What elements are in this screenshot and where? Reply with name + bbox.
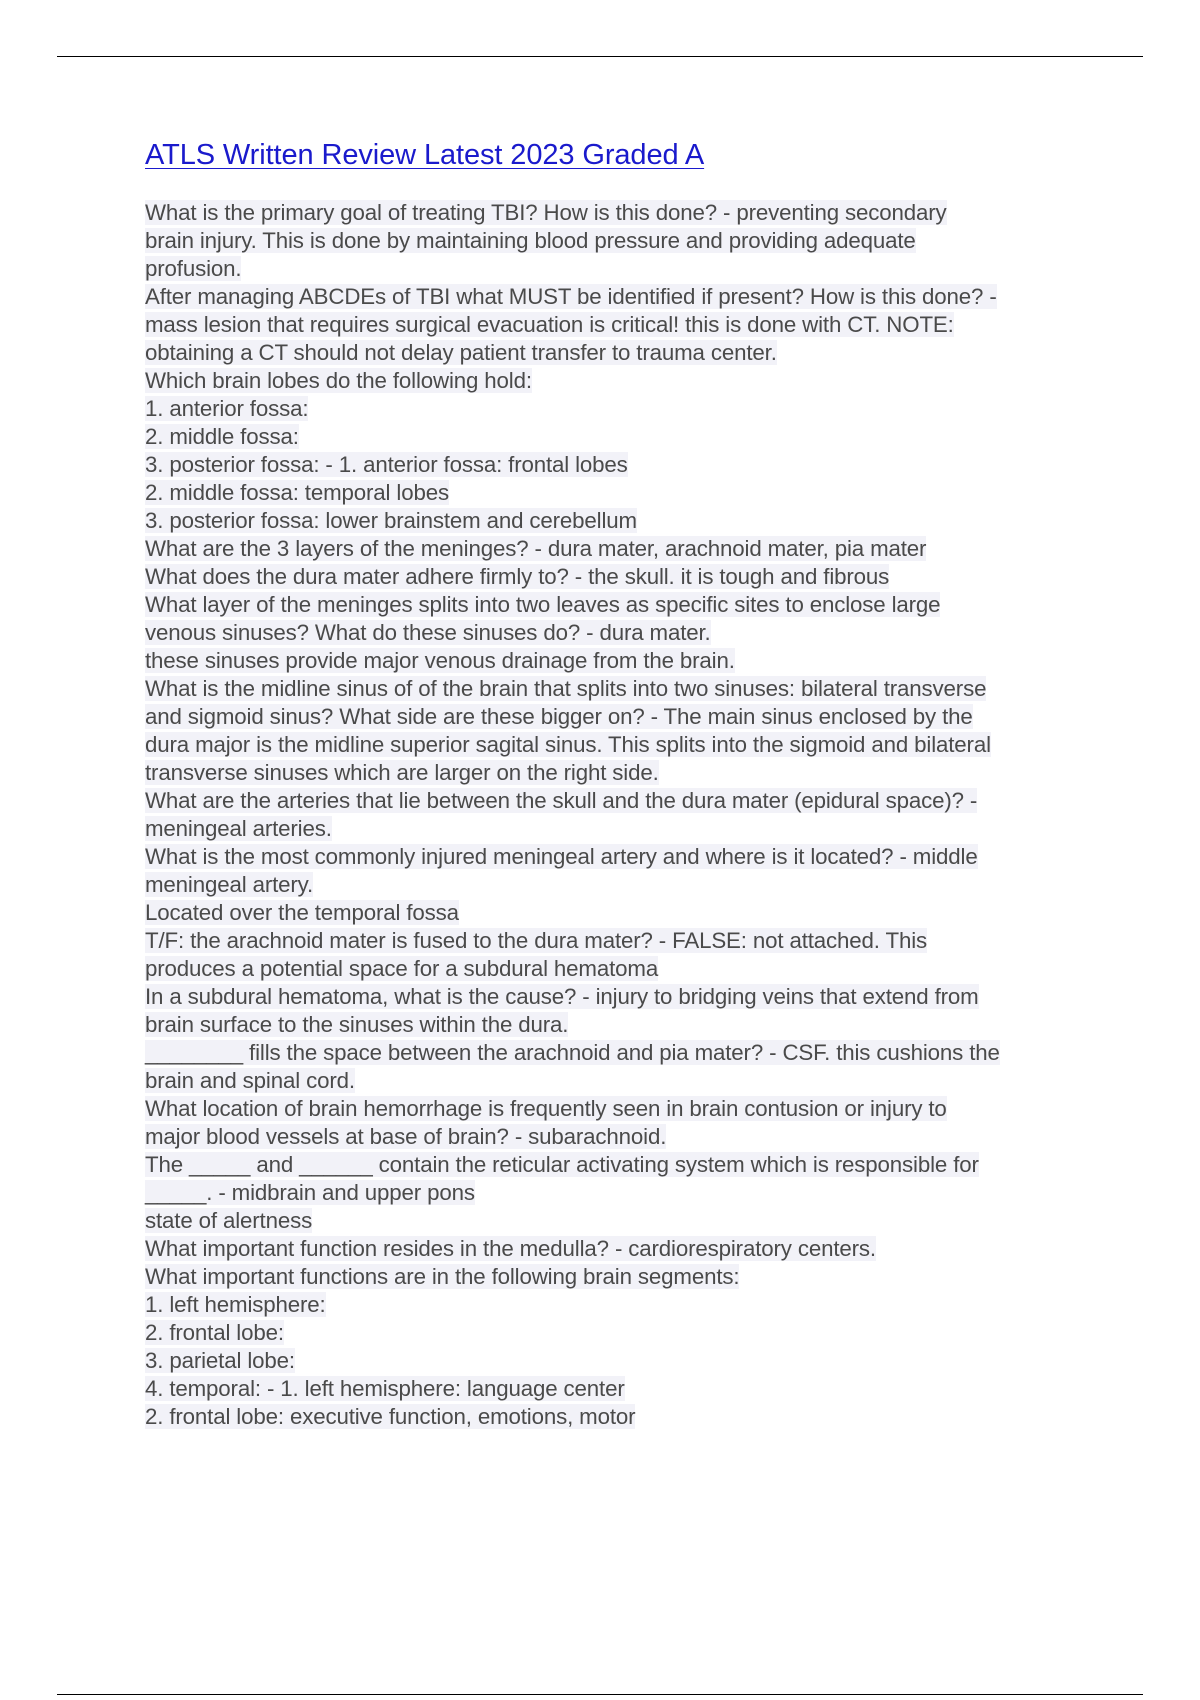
text-line (145, 1347, 1105, 1375)
text-line-content: produces a potential space for a subdural hematoma (145, 955, 659, 981)
text-line-content: dura major is the midline superior sagital sinus. This splits into the sigmoid and bilateral (145, 731, 991, 757)
text-line (145, 535, 1105, 563)
text-line-content: 2. middle fossa: (145, 423, 299, 449)
text-line (145, 227, 1105, 255)
text-line-content: meningeal artery. (145, 871, 314, 897)
text-line (145, 1375, 1105, 1403)
text-line-content: 3. posterior fossa: - 1. anterior fossa: frontal lobes (145, 451, 628, 477)
text-line-content: Located over the temporal fossa (145, 899, 459, 925)
text-line-content: What does the dura mater adhere firmly to? - the skull. it is tough and fibrous (145, 563, 890, 589)
text-line (145, 283, 1105, 311)
text-line (145, 1039, 1105, 1067)
document-body (145, 138, 1105, 1431)
text-line-content: 3. parietal lobe: (145, 1347, 295, 1373)
text-line-content: What important function resides in the medulla? - cardiorespiratory centers. (145, 1235, 876, 1261)
text-line (145, 367, 1105, 395)
document-text (145, 199, 1105, 1431)
text-line-content: _____. - midbrain and upper pons (145, 1179, 475, 1205)
text-line (145, 731, 1105, 759)
text-line-content: T/F: the arachnoid mater is fused to the dura mater? - FALSE: not attached. This (145, 927, 928, 953)
text-line (145, 843, 1105, 871)
text-line-content: What location of brain hemorrhage is frequently seen in brain contusion or injury to (145, 1095, 947, 1121)
text-line-content: In a subdural hematoma, what is the cause? - injury to bridging veins that extend from (145, 983, 979, 1009)
text-line-content: What are the 3 layers of the meninges? - dura mater, arachnoid mater, pia mater (145, 535, 927, 561)
text-line-content: The _____ and ______ contain the reticular activating system which is responsible for (145, 1151, 979, 1177)
text-line-content: transverse sinuses which are larger on the right side. (145, 759, 659, 785)
text-line (145, 1235, 1105, 1263)
text-line-content: these sinuses provide major venous drainage from the brain. (145, 647, 735, 673)
text-line (145, 1067, 1105, 1095)
text-line-content: What are the arteries that lie between the skull and the dura mater (epidural space)? - (145, 787, 978, 813)
text-line (145, 311, 1105, 339)
text-line-content: What layer of the meninges splits into two leaves as specific sites to enclose large (145, 591, 941, 617)
text-line (145, 199, 1105, 227)
text-line (145, 1123, 1105, 1151)
text-line-content: mass lesion that requires surgical evacuation is critical! this is done with CT. NOTE: (145, 311, 954, 337)
text-line-content: and sigmoid sinus? What side are these bigger on? - The main sinus enclosed by the (145, 703, 973, 729)
text-line-content: After managing ABCDEs of TBI what MUST be identified if present? How is this done? - (145, 283, 997, 309)
text-line (145, 675, 1105, 703)
text-line (145, 255, 1105, 283)
text-line-content: brain surface to the sinuses within the dura. (145, 1011, 569, 1037)
text-line (145, 619, 1105, 647)
text-line-content: meningeal arteries. (145, 815, 332, 841)
text-line (145, 479, 1105, 507)
text-line (145, 983, 1105, 1011)
text-line (145, 647, 1105, 675)
text-line (145, 787, 1105, 815)
text-line-content: state of alertness (145, 1207, 313, 1233)
text-line (145, 1011, 1105, 1039)
text-line-content: What important functions are in the following brain segments: (145, 1263, 740, 1289)
text-line-content: ________ fills the space between the arachnoid and pia mater? - CSF. this cushions the (145, 1039, 1000, 1065)
text-line-content: 1. anterior fossa: (145, 395, 309, 421)
text-line (145, 1319, 1105, 1347)
text-line (145, 1095, 1105, 1123)
text-line (145, 1403, 1105, 1431)
text-line (145, 1291, 1105, 1319)
text-line (145, 451, 1105, 479)
text-line-content: What is the midline sinus of of the brain that splits into two sinuses: bilateral transverse (145, 675, 987, 701)
text-line (145, 339, 1105, 367)
text-line (145, 507, 1105, 535)
text-line (145, 703, 1105, 731)
document-title[interactable]: ATLS Written Review Latest 2023 Graded A (145, 139, 705, 171)
text-line-content: What is the most commonly injured meningeal artery and where is it located? - middle (145, 843, 978, 869)
text-line (145, 927, 1105, 955)
text-line-content: 1. left hemisphere: (145, 1291, 326, 1317)
text-line-content: brain injury. This is done by maintaining blood pressure and providing adequate (145, 227, 916, 253)
text-line (145, 899, 1105, 927)
text-line-content: profusion. (145, 255, 242, 281)
text-line-content: 2. middle fossa: temporal lobes (145, 479, 449, 505)
text-line-content: Which brain lobes do the following hold: (145, 367, 532, 393)
text-line (145, 1263, 1105, 1291)
text-line (145, 1207, 1105, 1235)
text-line (145, 1151, 1105, 1179)
text-line (145, 591, 1105, 619)
text-line (145, 955, 1105, 983)
text-line (145, 815, 1105, 843)
text-line (145, 871, 1105, 899)
text-line-content: major blood vessels at base of brain? - subarachnoid. (145, 1123, 667, 1149)
text-line (145, 395, 1105, 423)
text-line-content: What is the primary goal of treating TBI? How is this done? - preventing secondary (145, 199, 947, 225)
text-line-content: 2. frontal lobe: executive function, emotions, motor (145, 1403, 636, 1429)
text-line-content: brain and spinal cord. (145, 1067, 355, 1093)
text-line (145, 759, 1105, 787)
text-line-content: obtaining a CT should not delay patient transfer to trauma center. (145, 339, 777, 365)
text-line (145, 563, 1105, 591)
text-line (145, 1179, 1105, 1207)
text-line (145, 423, 1105, 451)
text-line-content: venous sinuses? What do these sinuses do? - dura mater. (145, 619, 711, 645)
footer-rule (57, 1694, 1143, 1695)
text-line-content: 4. temporal: - 1. left hemisphere: language center (145, 1375, 625, 1401)
text-line-content: 2. frontal lobe: (145, 1319, 284, 1345)
header-rule (57, 56, 1143, 57)
text-line-content: 3. posterior fossa: lower brainstem and cerebellum (145, 507, 637, 533)
